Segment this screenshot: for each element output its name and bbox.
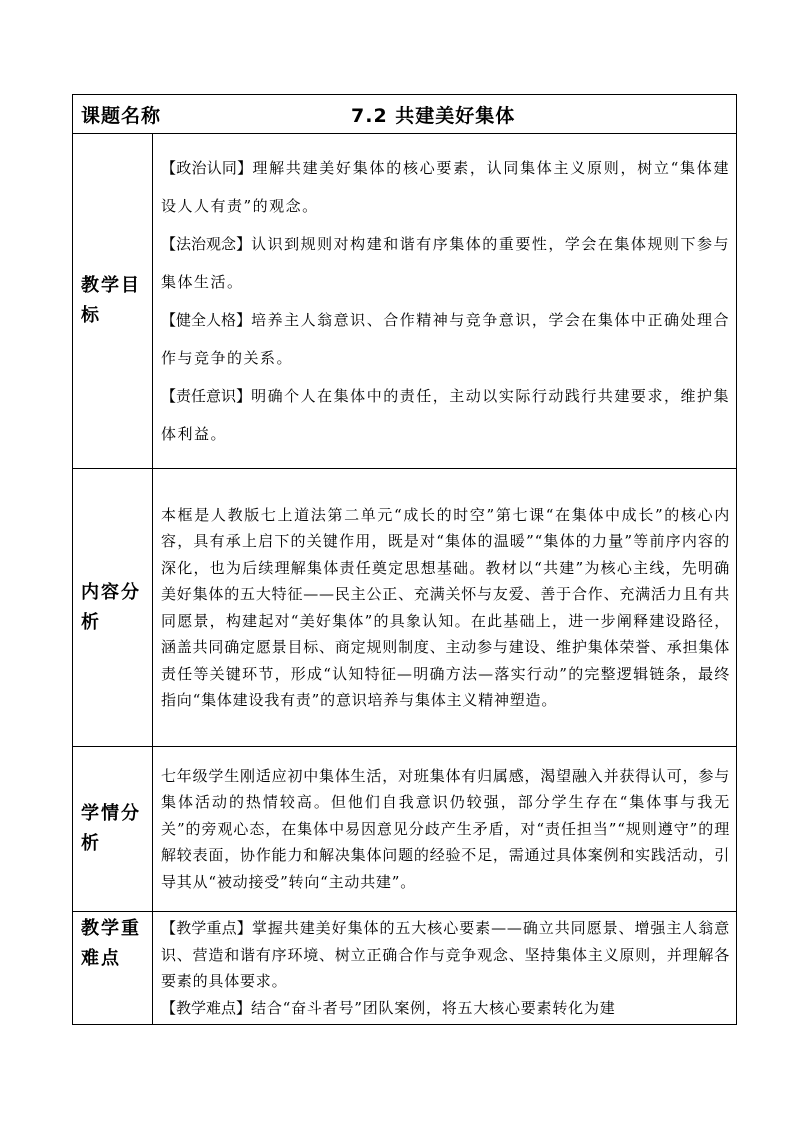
title-label: 课题名称 xyxy=(81,104,162,127)
goal-item xyxy=(161,225,730,301)
key-points-label: 教学重难点 xyxy=(73,912,153,1025)
key-point-text: 掌握共建美好集体的五大核心要素——确立共同愿景、增强主人翁意识、营造和谐有序环境、树立正确合作与竞争观念、坚持集体主义原则，并理解各要素的具体要求。 xyxy=(161,919,731,990)
goals-content xyxy=(153,134,737,469)
goal-item xyxy=(161,301,730,377)
goal-text: 认识到规则对构建和谐有序集体的重要性，学会在集体规则下参与集体生活。 xyxy=(161,235,730,291)
content-analysis-row xyxy=(73,469,737,747)
goals-row xyxy=(73,134,737,469)
student-analysis-content xyxy=(153,747,737,912)
key-point-tag: 【教学重点】 xyxy=(161,919,252,937)
goal-tag: 【责任意识】 xyxy=(161,387,252,405)
content-analysis-content xyxy=(153,469,737,747)
goal-text: 理解共建美好集体的核心要素，认同集体主义原则，树立“集体建设人人有责”的观念。 xyxy=(161,159,731,215)
content-analysis-label: 内容分析 xyxy=(73,469,153,747)
goal-tag: 【法治观念】 xyxy=(161,235,252,253)
lesson-plan-table xyxy=(72,94,737,1025)
goal-tag: 【健全人格】 xyxy=(161,311,252,329)
goal-item xyxy=(161,149,730,225)
key-points-content xyxy=(153,912,737,1025)
title-cell xyxy=(73,95,737,134)
goal-text: 明确个人在集体中的责任，主动以实际行动践行共建要求，维护集体利益。 xyxy=(161,387,730,443)
lesson-title: 7.2 共建美好集体 xyxy=(351,104,516,127)
goals-label: 教学目标 xyxy=(73,134,153,469)
title-row xyxy=(73,95,737,134)
difficult-point-item xyxy=(161,995,730,1022)
student-analysis-text: 七年级学生刚适应初中集体生活，对班集体有归属感，渴望融入并获得认可，参与集体活动的热情较高。但他们自我意识仍较强，部分学生存在“集体事与我无关”的旁观心态，在集体中易因意见分歧产生矛盾，对“责任担当”“规则遵守”的理解较表面，协作能力和解决集体问题的经验不足，需通过具体案例和实践活动，引导其从“被动接受”转向“主动共建”。 xyxy=(161,766,731,891)
goal-text: 培养主人翁意识、合作精神与竞争意识，学会在集体中正确处理合作与竞争的关系。 xyxy=(161,311,730,367)
difficult-point-tag: 【教学难点】 xyxy=(161,998,252,1017)
content-analysis-text: 本框是人教版七上道法第二单元“成长的时空”第七课“在集体中成长”的核心内容，具有承上启下的关键作用，既是对“集体的温暖”“集体的力量”等前序内容的深化，也为后续理解集体责任奠定思想基础。教材以“共建”为核心主线，先明确美好集体的五大特征——民主公正、充满关怀与友爱、善于合作、充满活力且有共同愿景，构建起对“美好集体”的具象认知。在此基础上，进一步阐释建设路径，涵盖共同确定愿景目标、商定规则制度、主动参与建设、维护集体荣誉、承担集体责任等关键环节，形成“认知特征—明确方法—落实行动”的完整逻辑链条，最终指向“集体建设我有责”的意识培养与集体主义精神塑造。 xyxy=(161,505,731,709)
key-points-row xyxy=(73,912,737,1025)
goal-tag: 【政治认同】 xyxy=(161,159,253,177)
student-analysis-label: 学情分析 xyxy=(73,747,153,912)
goal-item xyxy=(161,377,730,453)
key-point-item xyxy=(161,915,730,995)
student-analysis-row xyxy=(73,747,737,912)
difficult-point-text: 结合“奋斗者号”团队案例，将五大核心要素转化为建 xyxy=(251,998,616,1017)
